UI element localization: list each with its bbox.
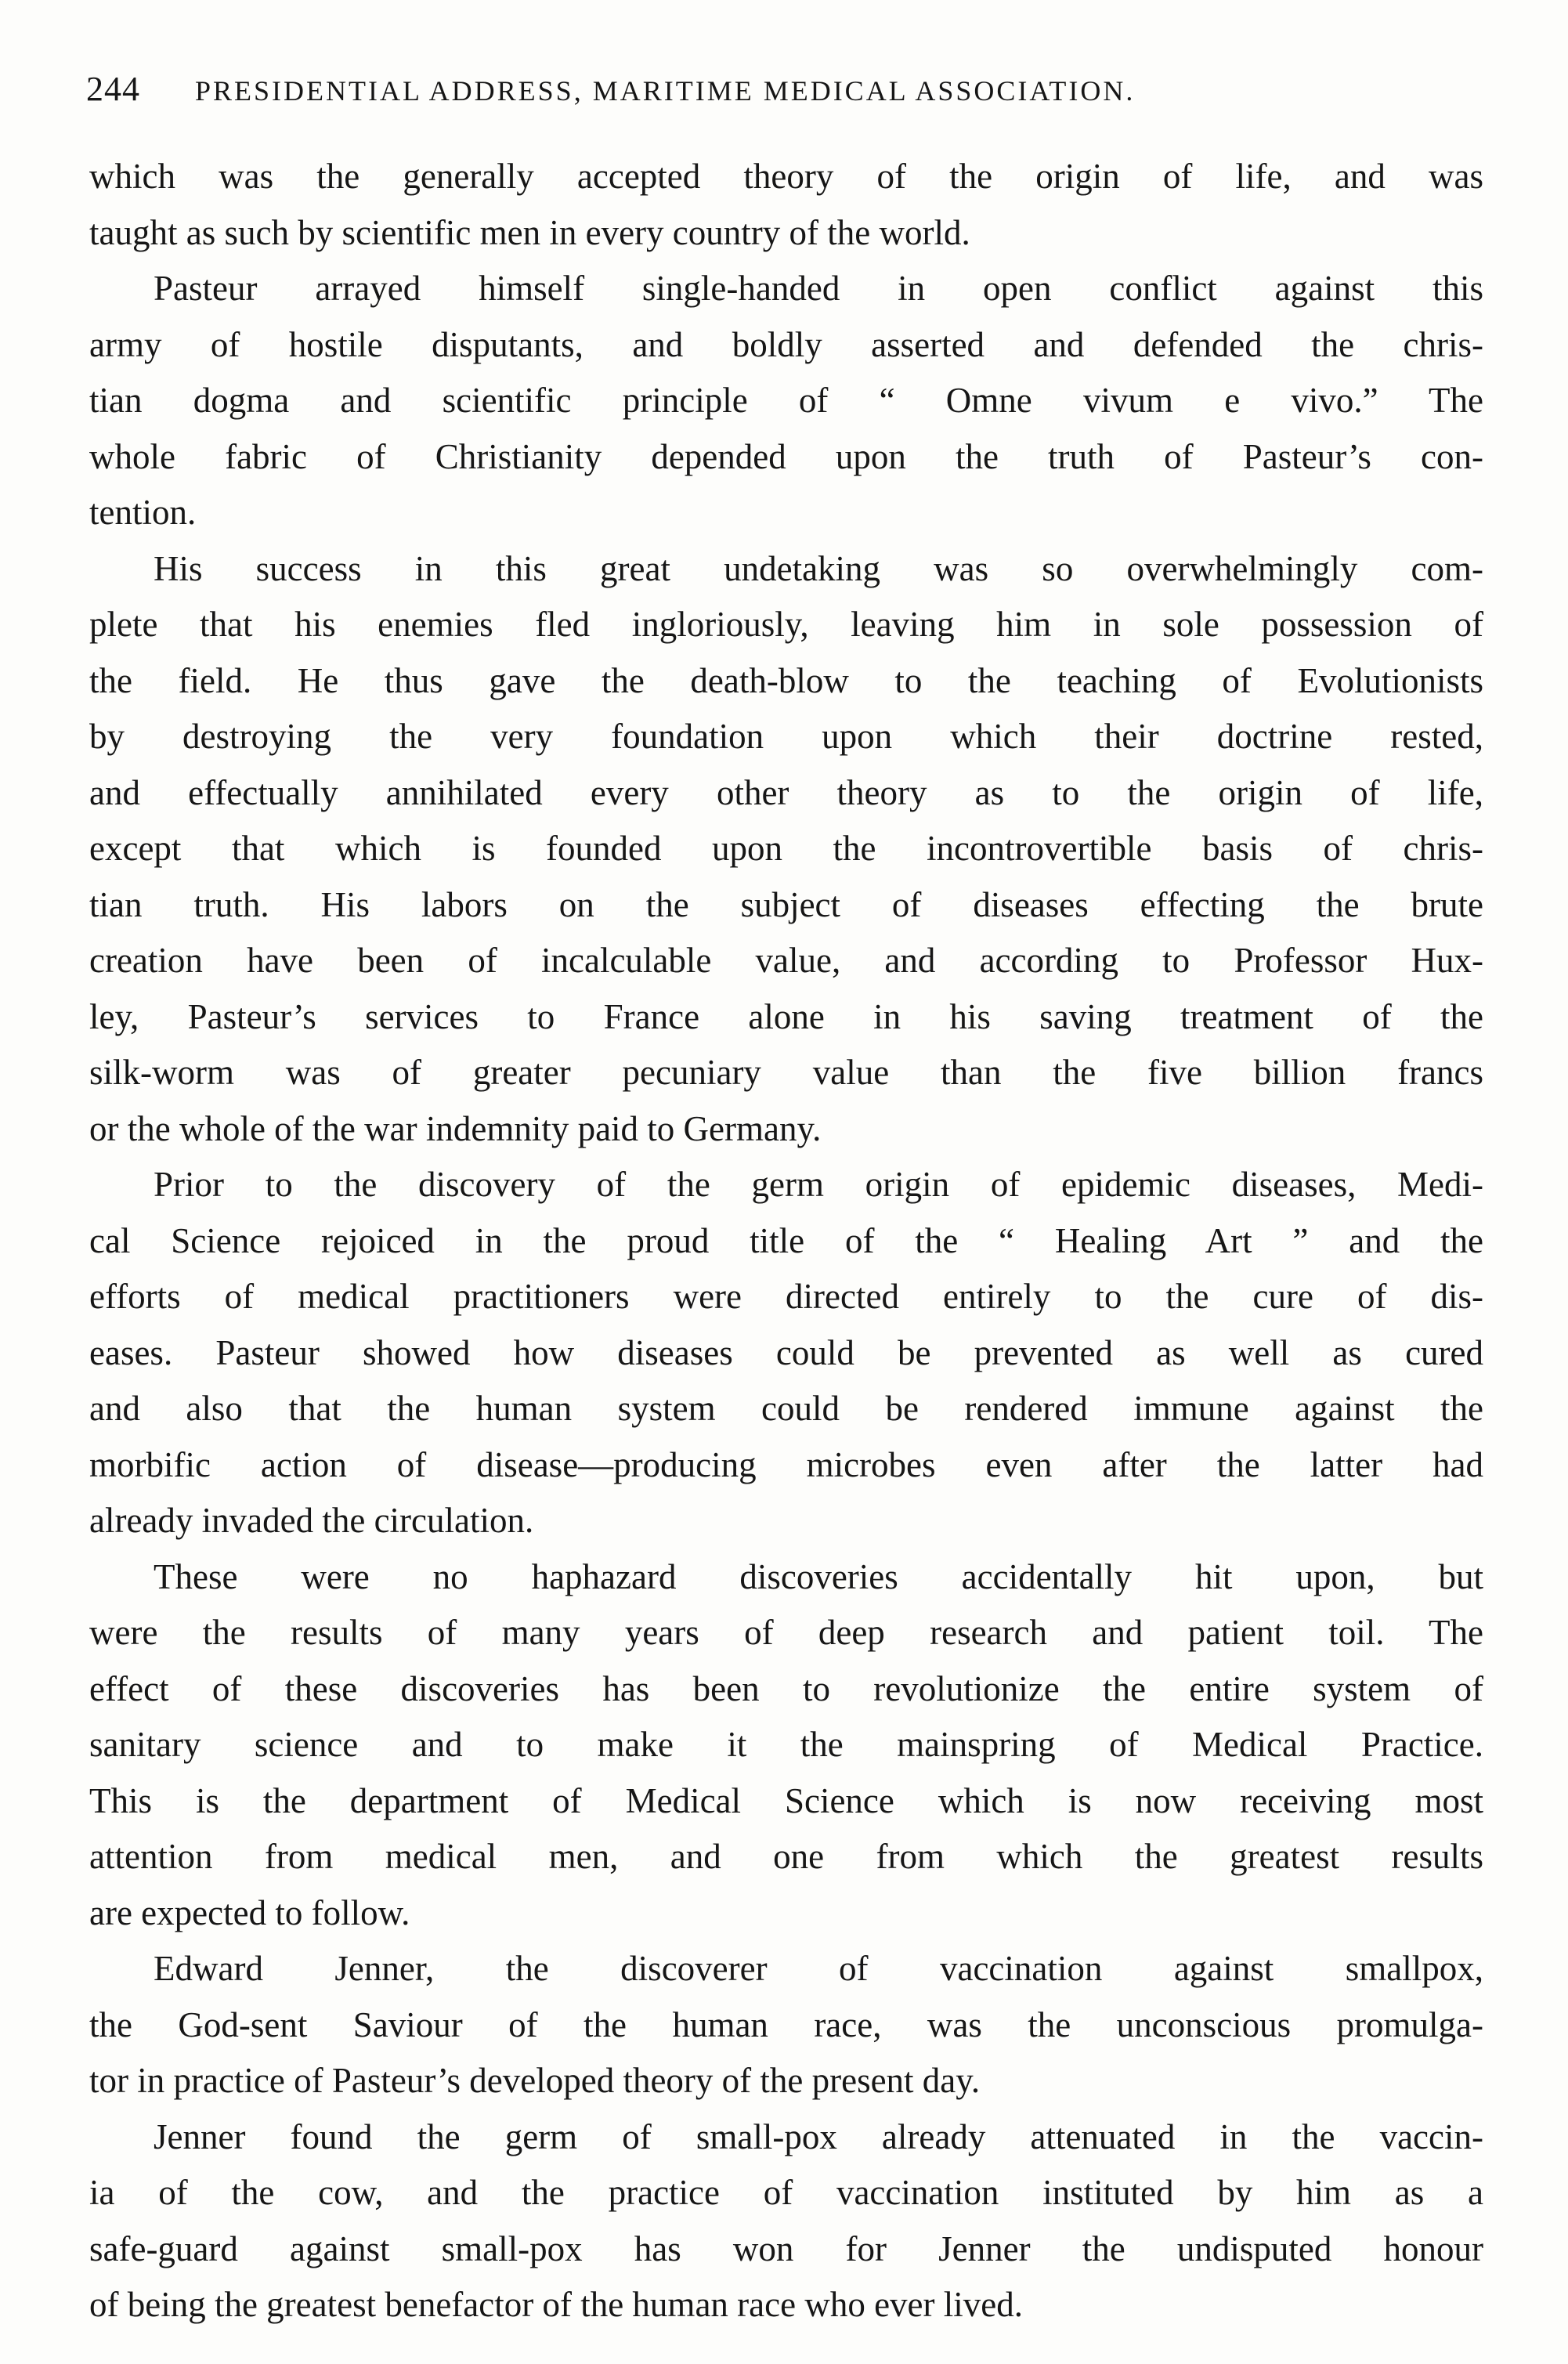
text-line: of being the greatest benefactor of the human race who ever lived.: [89, 2285, 1023, 2324]
text-line: attention from medical men, and one from which the greatest results: [89, 1837, 1483, 1876]
text-line: already invaded the circulation.: [89, 1501, 534, 1540]
text-line: These were no haphazard discoveries accidentally hit upon, but: [154, 1556, 1483, 1596]
paragraph-pasteur-conflict: [89, 261, 1483, 541]
text-line: taught as such by scientific men in every country of the world.: [89, 212, 970, 252]
text-line: Edward Jenner, the discoverer of vaccination against smallpox,: [154, 1949, 1483, 1988]
text-line: eases. Pasteur showed how diseases could be prevented as well as cured: [89, 1332, 1483, 1372]
text-line: and effectually annihilated every other theory as to the origin of life,: [89, 772, 1483, 812]
text-line: tor in practice of Pasteur’s developed theory of the present day.: [89, 2061, 981, 2100]
text-line: by destroying the very foundation upon which their doctrine rested,: [89, 717, 1483, 756]
text-line: effect of these discoveries has been to revolutionize the entire system of: [89, 1668, 1483, 1708]
paragraph-pasteur-success: [89, 541, 1483, 1158]
text-line: Prior to the discovery of the germ origin of epidemic diseases, Medi-: [154, 1165, 1483, 1204]
text-line: safe-guard against small-pox has won for Jenner the undisputed honour: [89, 2228, 1483, 2268]
text-line: the God-sent Saviour of the human race, was the unconscious promulga-: [89, 2004, 1483, 2044]
text-line: cal Science rejoiced in the proud title of the “ Healing Art ” and the: [89, 1220, 1483, 1260]
text-line: army of hostile disputants, and boldly asserted and defended the chris-: [89, 324, 1483, 364]
text-line: Jenner found the germ of small-pox already attenuated in the vaccin-: [154, 2116, 1483, 2156]
text-line: and also that the human system could be rendered immune against the: [89, 1389, 1483, 1428]
text-line: silk-worm was of greater pecuniary value than the five billion francs: [89, 1053, 1483, 1092]
text-line: ley, Pasteur’s services to France alone in his saving treatment of the: [89, 996, 1483, 1036]
text-line: are expected to follow.: [89, 1892, 410, 1932]
text-line: except that which is founded upon the incontrovertible basis of chris-: [89, 829, 1483, 868]
text-line: creation have been of incalculable value, and according to Professor Hux-: [89, 941, 1483, 980]
text-line: tian truth. His labors on the subject of diseases effecting the brute: [89, 884, 1483, 924]
text-line: This is the department of Medical Science which is now receiving most: [89, 1780, 1483, 1820]
text-line: whole fabric of Christianity depended upon the truth of Pasteur’s con-: [89, 436, 1483, 476]
paragraph-germ-origin: [89, 1157, 1483, 1549]
text-line: were the results of many years of deep research and patient toil. The: [89, 1613, 1483, 1652]
body-text: [89, 149, 1483, 2333]
text-line: or the whole of the war indemnity paid to Germany.: [89, 1108, 822, 1148]
text-line: morbific action of disease—producing microbes even after the latter had: [89, 1444, 1483, 1484]
text-line: Pasteur arrayed himself single-handed in open conflict against this: [154, 269, 1483, 308]
text-line: tian dogma and scientific principle of “ Omne vivum e vivo.” The: [89, 381, 1483, 420]
text-line: which was the generally accepted theory of the origin of life, and was: [89, 157, 1483, 196]
paragraph-jenner-saviour: [89, 1941, 1483, 2109]
paragraph-jenner-vaccination: [89, 2109, 1483, 2333]
text-line: tention.: [89, 493, 197, 532]
running-title: PRESIDENTIAL ADDRESS, MARITIME MEDICAL ASSOCIATION.: [195, 75, 1136, 107]
text-line: His success in this great undetaking was so overwhelmingly com-: [154, 548, 1483, 588]
text-line: plete that his enemies fled ingloriously, leaving him in sole possession of: [89, 605, 1483, 644]
paragraph-discoveries: [89, 1549, 1483, 1942]
paragraph-continuation: [89, 149, 1483, 261]
text-line: the field. He thus gave the death-blow to the teaching of Evolutionists: [89, 660, 1483, 700]
text-line: efforts of medical practitioners were directed entirely to the cure of dis-: [89, 1277, 1483, 1316]
text-line: ia of the cow, and the practice of vaccination instituted by him as a: [89, 2173, 1483, 2212]
page-header: [86, 69, 1480, 124]
page-number: 244: [86, 70, 140, 108]
text-line: sanitary science and to make it the mainspring of Medical Practice.: [89, 1725, 1483, 1764]
